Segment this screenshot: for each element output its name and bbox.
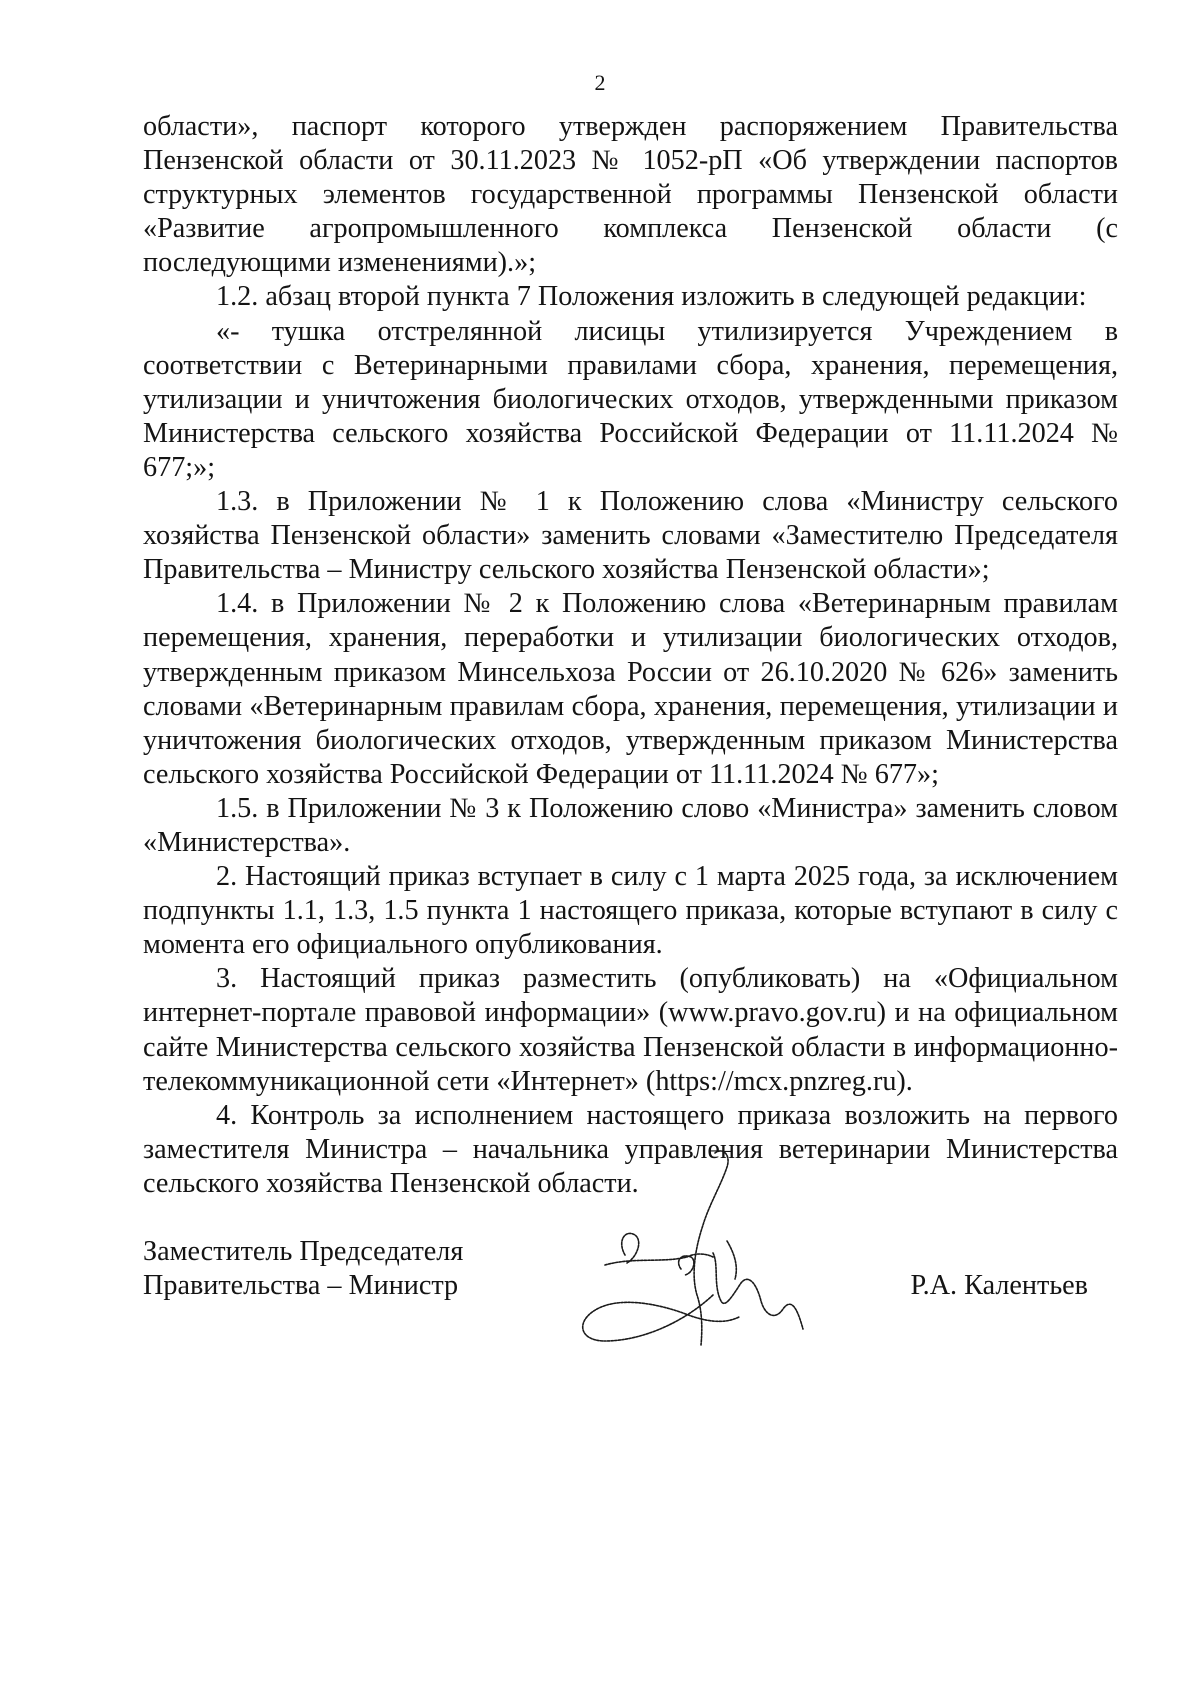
paragraph-4: 4. Контроль за исполнением настоящего приказа возложить на первого заместителя Министра – начальника управления ветеринарии Министерства сельского хозяйства Пензенской области. — [143, 1099, 1118, 1199]
signer-name: Р.А. Калентьев — [910, 1270, 1088, 1301]
paragraph-1-2: 1.2. абзац второй пункта 7 Положения изложить в следующей редакции: — [216, 281, 1087, 313]
handwritten-signature-icon — [563, 1145, 823, 1365]
paragraph-2: 2. Настоящий приказ вступает в силу с 1 марта 2025 года, за исключением подпункты 1.1, 1.3, 1.5 пункта 1 настоящего приказа, которые вступают в силу с момента его официального опубликования. — [143, 861, 1118, 961]
paragraph-1-4: 1.4. в Приложении № 2 к Положению слова «Ветеринарным правилам перемещения, хранения, переработки и утилизации биологических отходов, утвержденным приказом Минсельхоза России от 26.10.2020 № 626» заменить словами «Ветеринарным правилам сбора, хранения, перемещения, утилизации и уничтожения биологических отходов, утвержденным приказом Министерства сельского хозяйства Российской Федерации от 11.11.2024 № 677»; — [143, 588, 1118, 790]
signer-position-line-1: Заместитель Председателя — [143, 1236, 464, 1267]
page-number: 2 — [594, 70, 606, 95]
paragraph-1-5: 1.5. в Приложении № 3 к Положению слово «Министра» заменить словом «Министерства». — [143, 792, 1118, 858]
paragraph-1-3: 1.3. в Приложении № 1 к Положению слова «Министру сельского хозяйства Пензенской области» заменить словами «Заместителю Председателя Правительства – Министру сельского хозяйства Пензенской области»; — [143, 486, 1118, 586]
paragraph-quote: «- тушка отстрелянной лисицы утилизируется Учреждением в соответствии с Ветеринарными правилами сбора, хранения, перемещения, утилизации и уничтожения биологических отходов, утвержденными приказом Министерства сельского хозяйства Российской Федерации от 11.11.2024 № 677;»; — [143, 315, 1118, 483]
paragraph-continuation: области», паспорт которого утвержден распоряжением Правительства Пензенской области от 30.11.2023 № 1052-рП «Об утверждении паспортов структурных элементов государственной программы Пензенской области «Развитие агропромышленного комплекса Пензенской области (с последующими изменениями).»; — [143, 111, 1118, 279]
signer-position — [143, 1235, 563, 1303]
signer-position-line-2: Правительства – Министр — [143, 1270, 459, 1301]
paragraph-3: 3. Настоящий приказ разместить (опубликовать) на «Официальном интернет-портале правовой информации» (www.pravo.gov.ru) и на официальном сайте Министерства сельского хозяйства Пензенской области в информационно-телекоммуникационной сети «Интернет» (https://mcx.pnzreg.ru). — [143, 963, 1118, 1097]
document-body — [143, 110, 1118, 1201]
signature-block — [143, 1235, 1118, 1395]
